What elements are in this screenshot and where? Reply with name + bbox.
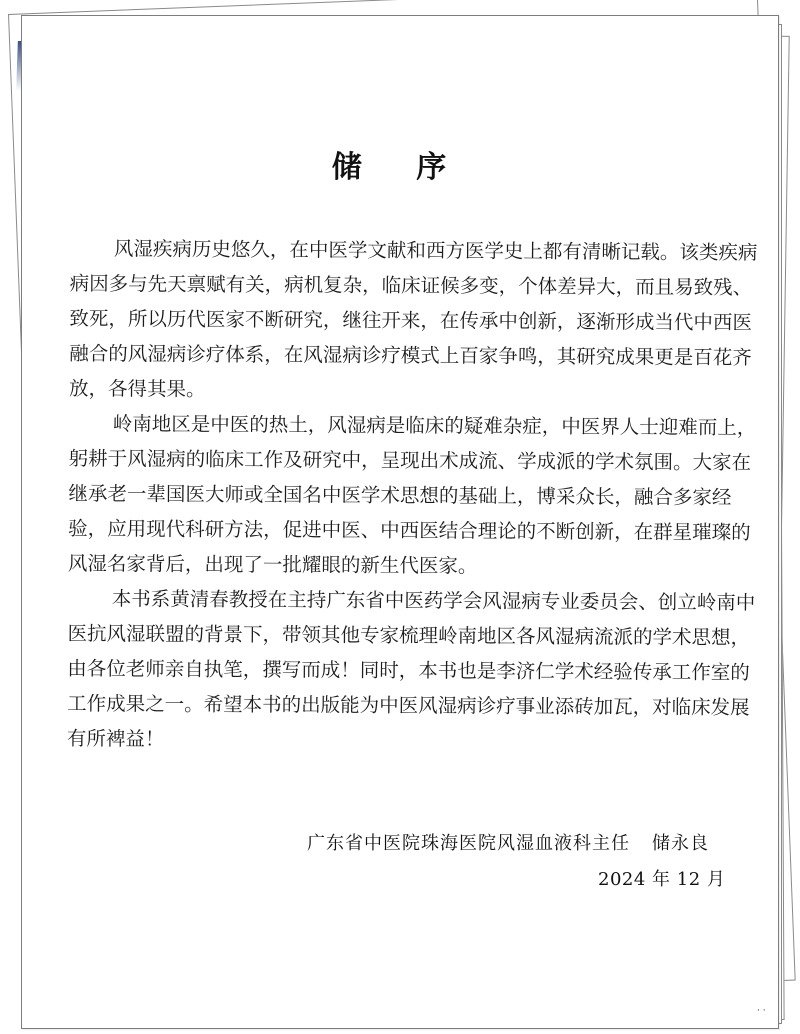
paragraph-2 [67,406,757,585]
signature-affiliation: 广东省中医院珠海医院风湿血液科主任 [307,833,630,854]
text-line: 岭南地区是中医的热土，风湿病是临床的疑难杂症，中医界人士迎难而上， [112,412,757,440]
text-line: 放，各得其果。 [68,376,206,401]
text-line: 本书系黄清春教授在主持广东省中医药学会风湿病专业委员会、创立岭南中 [111,587,756,615]
paragraph-1 [68,231,758,410]
text-line: 有所裨益！ [66,726,165,751]
document-page [21,15,779,1029]
text-line: 由各位老师亲自执笔，撰写而成！同时，本书也是李济仁学术经验传承工作室的 [67,656,750,685]
body-text [66,231,758,760]
text-line: 致死，所以历代医家不断研究，继往开来，在传承中创新，逐渐形成当代中西医 [69,306,753,335]
paragraph-3 [66,581,756,760]
signature [307,829,709,855]
text-line: 工作成果之一。希望本书的出版能为中医风湿病诊疗事业添砖加瓦，对临床发展 [67,691,750,720]
text-line: 风湿疾病历史悠久，在中医学文献和西方医学史上都有清晰记载。该类疾病 [113,237,758,265]
signature-date: 2024 年 12 月 [598,869,726,890]
text-line: 验，应用现代科研方法，促进中医、中西医结合理论的不断创新，在群星璀璨的 [68,516,751,545]
signature-name: 储永良 [652,833,709,854]
text-line: 医抗风湿联盟的背景下，带领其他专家梳理岭南地区各风湿病流派的学术思想， [67,621,751,650]
text-line: 风湿名家背后，出现了一批耀眼的新生代医家。 [67,551,478,578]
page-title: 储 序 [331,150,469,185]
text-line: 融合的风湿病诊疗体系，在风湿病诊疗模式上百家争鸣，其研究成果更是百花齐 [69,341,752,370]
text-line: 躬耕于风湿病的临床工作及研究中，呈现出术成流、学成派的学术氛围。大家在 [68,446,752,475]
text-line: 继承老一辈国医大师或全国名中医学术思想的基础上，博采众长，融合多家经 [68,481,732,510]
text-line: 病因多与先天禀赋有关，病机复杂，临床证候多变，个体差异大，而且易致残、 [69,271,753,300]
page-mark: · · [757,1006,766,1016]
